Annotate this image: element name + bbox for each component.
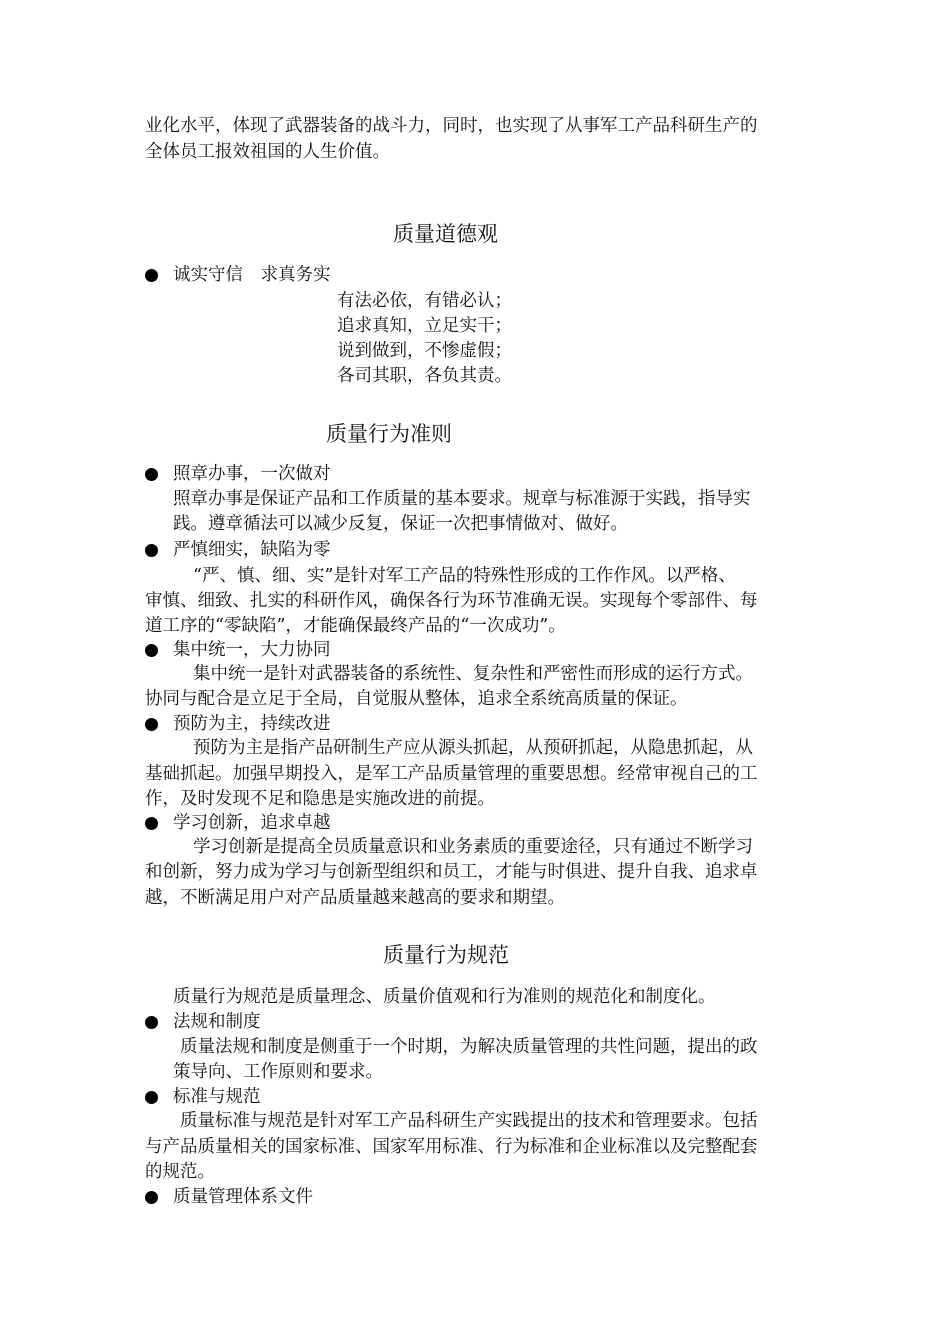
- section-heading: 质量行为规范: [383, 943, 509, 967]
- bullet-text: 严慎细实，缺陷为零: [173, 540, 331, 560]
- bullet-icon: [145, 718, 158, 731]
- verse-line: 各司其职，各负其责。: [337, 366, 512, 386]
- bullet-item: [145, 1084, 261, 1110]
- paragraph-line: “严、慎、细、实”是针对军工产品的特殊性形成的工作作风。以严格、: [193, 566, 736, 586]
- verse-line: 追求真知，立足实干；: [337, 316, 512, 336]
- paragraph-line: 策导向、工作原则和要求。: [173, 1062, 383, 1082]
- verse-line: 说到做到，不惨虚假；: [337, 341, 512, 361]
- bullet-text: 预防为主，持续改进: [173, 714, 331, 734]
- bullet-text: 法规和制度: [173, 1012, 261, 1032]
- paragraph-line: 业化水平，体现了武器装备的战斗力，同时，也实现了从事军工产品科研生产的: [145, 116, 758, 136]
- bullet-text: 照章办事，一次做对: [173, 464, 331, 484]
- verse-line: 有法必依，有错必认；: [337, 291, 512, 311]
- bullet-icon: [145, 1016, 158, 1029]
- paragraph-line: 和创新，努力成为学习与创新型组织和员工，才能与时俱进、提升自我、追求卓: [145, 862, 758, 882]
- paragraph-line: 作，及时发现不足和隐患是实施改进的前提。: [145, 789, 495, 809]
- bullet-text: 质量管理体系文件: [173, 1187, 313, 1207]
- paragraph-line: 照章办事是保证产品和工作质量的基本要求。规章与标准源于实践，指导实: [173, 489, 751, 509]
- bullet-icon: [145, 544, 158, 557]
- bullet-item: [145, 537, 331, 563]
- section-heading: 质量行为准则: [326, 422, 452, 446]
- paragraph-line: 践。遵章循法可以减少反复，保证一次把事情做对、做好。: [173, 514, 628, 534]
- bullet-icon: [145, 1091, 158, 1104]
- paragraph-line: 全体员工报效祖国的人生价值。: [145, 142, 390, 162]
- bullet-item: [145, 637, 331, 663]
- bullet-text: 诚实守信 求真务实: [173, 265, 331, 285]
- bullet-item: [145, 262, 331, 288]
- paragraph-line: 基础抓起。加强早期投入，是军工产品质量管理的重要思想。经常审视自己的工: [145, 764, 758, 784]
- bullet-text: 学习创新，追求卓越: [173, 813, 331, 833]
- bullet-item: [145, 1009, 261, 1035]
- bullet-text: 集中统一，大力协同: [173, 640, 331, 660]
- paragraph-line: 道工序的“零缺陷”，才能确保最终产品的“一次成功”。: [145, 616, 566, 636]
- paragraph-line: 学习创新是提高全员质量意识和业务素质的重要途径，只有通过不断学习: [193, 837, 753, 857]
- paragraph-line: 协同与配合是立足于全局，自觉服从整体，追求全系统高质量的保证。: [145, 689, 688, 709]
- paragraph-line: 质量标准与规范是针对军工产品科研生产实践提出的技术和管理要求。包括: [180, 1111, 758, 1131]
- bullet-icon: [145, 817, 158, 830]
- bullet-icon: [145, 269, 158, 282]
- paragraph-line: 质量行为规范是质量理念、质量价值观和行为准则的规范化和制度化。: [173, 987, 716, 1007]
- section-heading: 质量道德观: [393, 222, 498, 246]
- paragraph-line: 越，不断满足用户对产品质量越来越高的要求和期望。: [145, 888, 565, 908]
- bullet-icon: [145, 644, 158, 657]
- paragraph-line: 质量法规和制度是侧重于一个时期，为解决质量管理的共性问题，提出的政: [180, 1037, 758, 1057]
- paragraph-line: 预防为主是指产品研制生产应从源头抓起，从预研抓起，从隐患抓起，从: [193, 738, 753, 758]
- paragraph-line: 集中统一是针对武器装备的系统性、复杂性和严密性而形成的运行方式。: [193, 664, 753, 684]
- bullet-text: 标准与规范: [173, 1087, 261, 1107]
- bullet-item: [145, 461, 331, 487]
- paragraph-line: 与产品质量相关的国家标准、国家军用标准、行为标准和企业标准以及完整配套: [145, 1137, 758, 1157]
- bullet-item: [145, 711, 331, 737]
- paragraph-line: 的规范。: [145, 1162, 215, 1182]
- bullet-item: [145, 810, 331, 836]
- bullet-item: [145, 1184, 313, 1210]
- bullet-icon: [145, 1191, 158, 1204]
- bullet-icon: [145, 468, 158, 481]
- paragraph-line: 审慎、细致、扎实的科研作风，确保各行为环节准确无误。实现每个零部件、每: [145, 591, 758, 611]
